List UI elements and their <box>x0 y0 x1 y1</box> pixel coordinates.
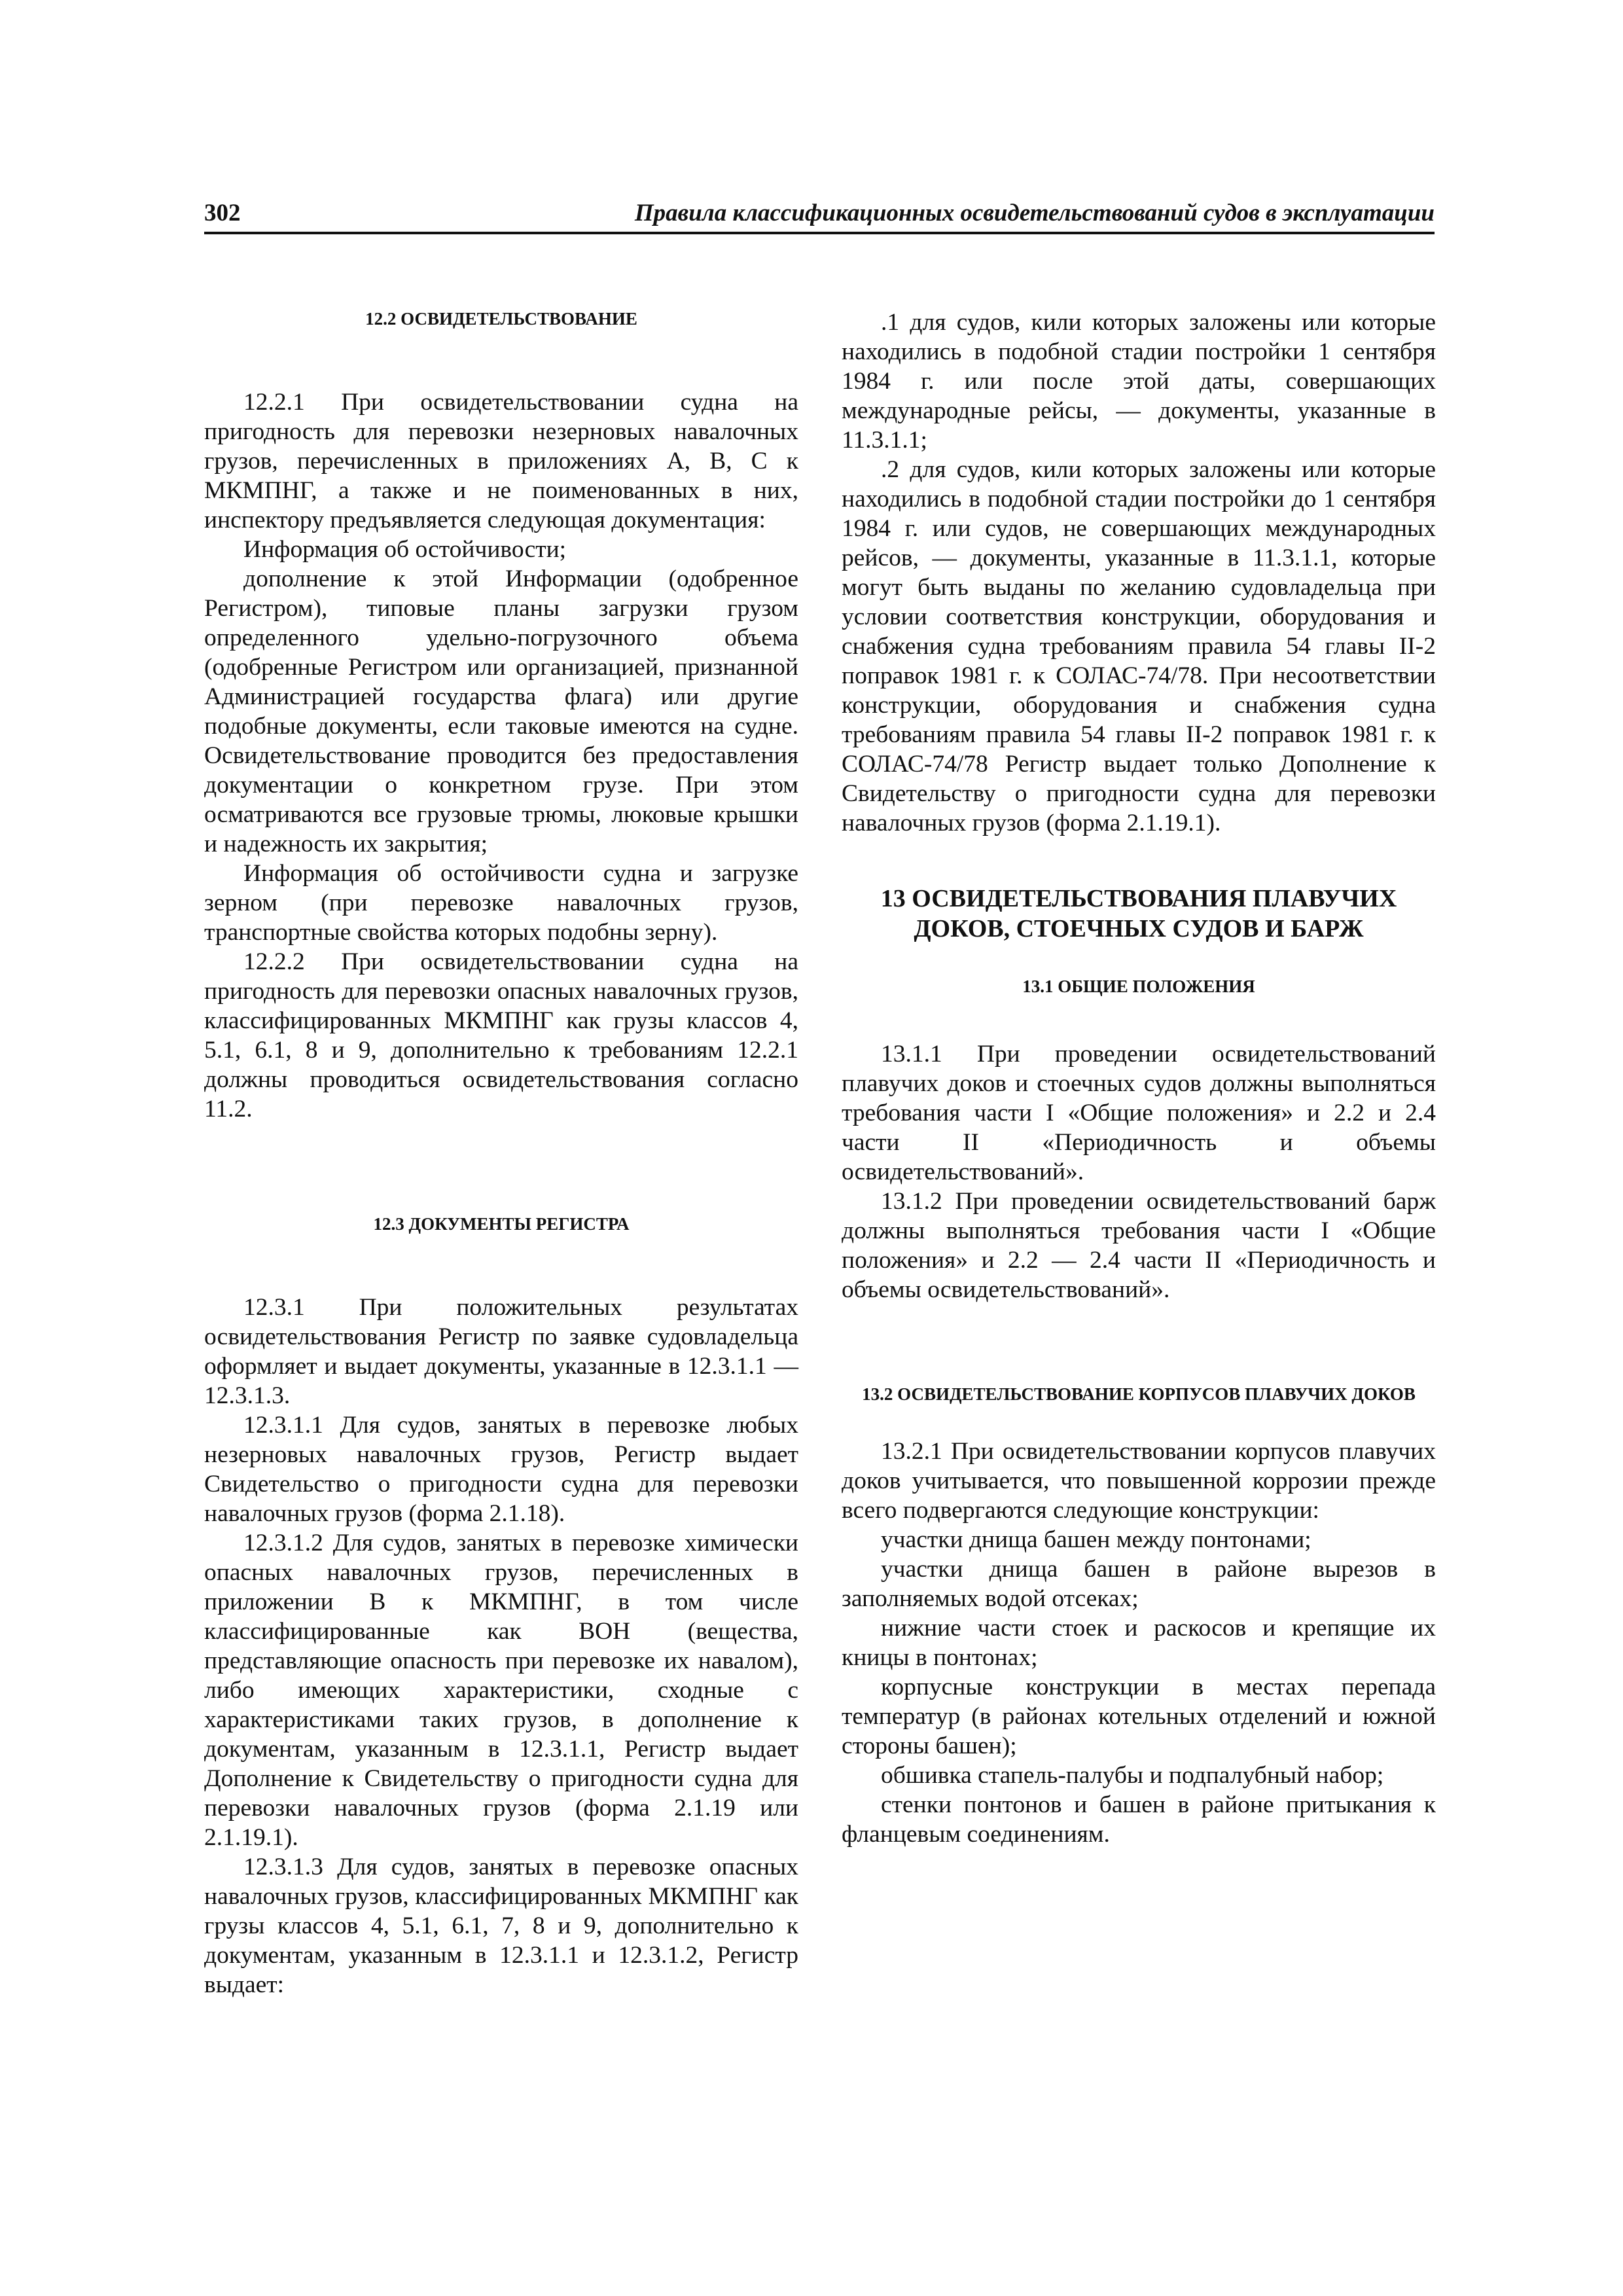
chapter-heading-13: 13 ОСВИДЕТЕЛЬСТВОВАНИЯ ПЛАВУЧИХ ДОКОВ, СТОЕЧНЫХ СУДОВ И БАРЖ <box>880 885 1397 942</box>
paragraph-12-2-1: 12.2.1 При освидетельствовании судна на пригодность для перевозки незерновых навалочных грузов, перечисленных в приложениях А, В, С к МКМПНГ, а также и не поименованных в них, инспектору предъявляется следующая документация: <box>204 389 798 533</box>
paragraph-13-1-1: 13.1.1 При проведении освидетельствований плавучих доков и стоечных судов должны выполняться требования части I «Общие положения» и 2.2 и 2.4 части II «Периодичность и объемы освидетельствований». <box>842 1041 1436 1185</box>
paragraph-12-3-1-1: 12.3.1.1 Для судов, занятых в перевозке любых незерновых навалочных грузов, Регистр выдает Свидетельство о пригодности судна для перевозки навалочных грузов (форма 2.1.18). <box>204 1412 798 1527</box>
list-item: обшивка стапель-палубы и подпалубный набор; <box>881 1762 1384 1789</box>
list-item-1: .1 для судов, кили которых заложены или которые находились в подобной стадии постройки 1 сентября 1984 г. или после этой даты, совершающих международные рейсы, — документы, указанные в 11.3.1.1; <box>842 309 1436 454</box>
running-title: Правила классификационных освидетельствований судов в эксплуатации <box>634 200 1435 226</box>
page-header <box>204 198 1435 234</box>
paragraph: Информация об остойчивости; <box>243 536 567 563</box>
left-column <box>204 308 798 2000</box>
section-heading-12-3: 12.3 ДОКУМЕНТЫ РЕГИСТРА <box>373 1214 630 1234</box>
right-column <box>842 308 1436 1849</box>
list-item-2: .2 для судов, кили которых заложены или которые находились в подобной стадии постройки до 1 сентября 1984 г. или судов, не совершающих международных рейсов, — документы, указанные в 11.3.1.1, которые могут быть выданы по желанию судовладельца при условии соответствия конструкции, оборудования и снабжения судна требованиям правила 54 главы II-2 поправок 1981 г. к СОЛАС-74/78. При несоответствии конструкции, оборудования и снабжения судна требованиям правила 54 главы II-2 поправок 1981 г. к СОЛАС-74/78 Регистр выдает только Дополнение к Свидетельству о пригодности судна для перевозки навалочных грузов (форма 2.1.19.1). <box>842 456 1436 836</box>
paragraph-12-3-1-3: 12.3.1.3 Для судов, занятых в перевозке опасных навалочных грузов, классифицированных МКМПНГ как грузы классов 4, 5.1, 6.1, 7, 8 и 9, дополнительно к документам, указанным в 12.3.1.1 и 12.3.1.2, Регистр выдает: <box>204 1854 798 1998</box>
list-item: стенки понтонов и башен в районе притыкания к фланцевым соединениям. <box>842 1791 1436 1848</box>
list-item: нижние части стоек и раскосов и крепящие их кницы в понтонах; <box>842 1615 1436 1671</box>
page-number: 302 <box>204 200 241 226</box>
list-item: корпусные конструкции в местах перепада температур (в районах котельных отделений и южной стороны башен); <box>842 1674 1436 1759</box>
paragraph: Информация об остойчивости судна и загрузке зерном (при перевозке навалочных грузов, транспортные свойства которых подобны зерну). <box>204 860 798 946</box>
paragraph-13-2-1: 13.2.1 При освидетельствовании корпусов плавучих доков учитывается, что повышенной коррозии прежде всего подвергаются следующие конструкции: <box>842 1438 1436 1524</box>
paragraph: дополнение к этой Информации (одобренное Регистром), типовые планы загрузки грузом определенного удельно-погрузочного объема (одобренные Регистром или организацией, признанной Администрацией государства флага) или другие подобные документы, если таковые имеются на судне. Освидетельствование проводится без предоставления документации о конкретном грузе. При этом осматриваются все грузовые трюмы, люковые крышки и надежность их закрытия; <box>204 565 798 857</box>
list-item: участки днища башен в районе вырезов в заполняемых водой отсеках; <box>842 1556 1436 1612</box>
section-heading-13-1: 13.1 ОБЩИЕ ПОЛОЖЕНИЯ <box>1022 977 1255 996</box>
section-heading-12-2: 12.2 ОСВИДЕТЕЛЬСТВОВАНИЕ <box>365 309 637 329</box>
section-heading-13-2: 13.2 ОСВИДЕТЕЛЬСТВОВАНИЕ КОРПУСОВ ПЛАВУЧИХ ДОКОВ <box>862 1384 1416 1404</box>
paragraph-12-3-1: 12.3.1 При положительных результатах освидетельствования Регистр по заявке судовладельца оформляет и выдает документы, указанные в 12.3.1.1 — 12.3.1.3. <box>204 1294 798 1409</box>
paragraph-12-3-1-2: 12.3.1.2 Для судов, занятых в перевозке химически опасных навалочных грузов, перечисленных в приложении В к МКМПНГ, в том числе классифицированные как ВОН (вещества, представляющие опасность при перевозке их навалом), либо имеющих характеристики, сходные с характеристиками таких грузов, в дополнение к документам, указанным в 12.3.1.1, Регистр выдает Дополнение к Свидетельству о пригодности судна для перевозки навалочных грузов (форма 2.1.19 или 2.1.19.1). <box>204 1530 798 1851</box>
paragraph-12-2-2: 12.2.2 При освидетельствовании судна на пригодность для перевозки опасных навалочных грузов, классифицированных МКМПНГ как грузы классов 4, 5.1, 6.1, 8 и 9, дополнительно к требованиям 12.2.1 должны проводиться освидетельствования согласно 11.2. <box>204 948 798 1122</box>
list-item: участки днища башен между понтонами; <box>881 1526 1311 1553</box>
paragraph-13-1-2: 13.1.2 При проведении освидетельствований барж должны выполняться требования части I «Общие положения» и 2.2 — 2.4 части II «Периодичность и объемы освидетельствований». <box>842 1188 1436 1303</box>
